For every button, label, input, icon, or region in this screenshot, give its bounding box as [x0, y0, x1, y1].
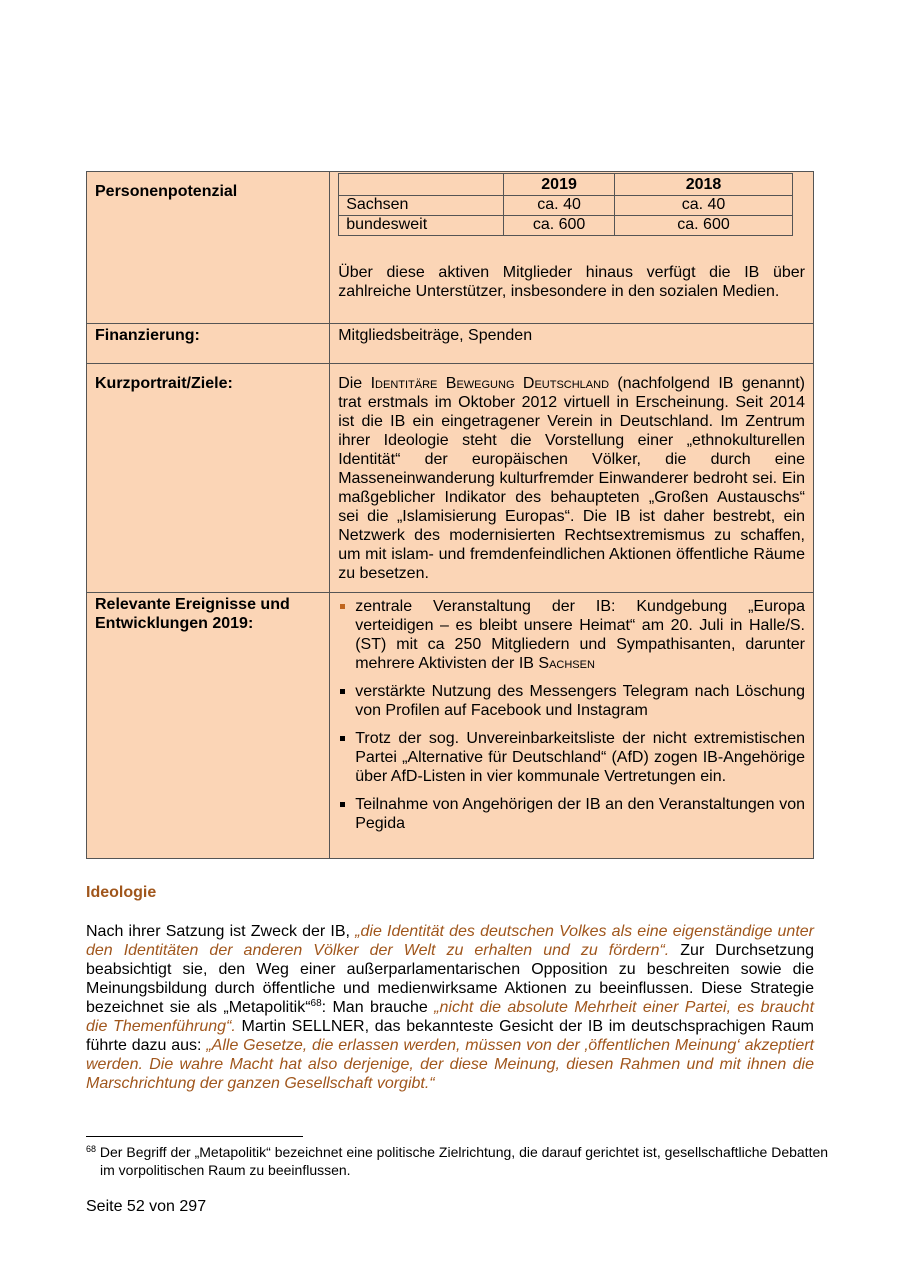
header-2019: 2019: [504, 174, 614, 196]
event-text: zentrale Veranstaltung der IB: Kundgebung „Europa verteidigen – es bleibt unsere Heimat“ am 20. Juli in Halle/S. (ST) mit ca 250 Mitgliedern und Sympathisanten, darunter mehrere Aktivisten der IB: [355, 598, 805, 672]
value-2019-cell: ca. 40: [504, 196, 614, 216]
footnote-text: Der Begriff der „Metapolitik“ bezeichnet eine politische Zielrichtung, die darauf gerichtet ist, gesellschaftliche Debatten im vorpolitischen Raum zu beeinflussen.: [99, 1144, 829, 1178]
header-2018: 2018: [614, 174, 792, 196]
label-finanzierung: Finanzierung:: [87, 324, 330, 364]
supporters-note: Über diese aktiven Mitglieder hinaus verfügt die IB über zahlreiche Unterstützer, insbesondere in den sozialen Medien.: [338, 264, 805, 300]
value-2019-cell: ca. 600: [504, 216, 614, 236]
quote-themenfuehrung: „nicht die absolute Mehrheit einer Partei, es braucht die Themenführung“.: [86, 999, 815, 1035]
member-count-table: [338, 173, 793, 236]
label-ereignisse: Relevante Ereignisse und Entwicklungen 2019:: [87, 593, 330, 859]
row-finanzierung: [87, 324, 814, 364]
region-cell: Sachsen: [339, 196, 504, 216]
bullet-icon: [340, 604, 345, 609]
value-personenpotenzial: [330, 172, 814, 324]
value-ereignisse: [330, 593, 814, 859]
list-item: [338, 795, 805, 833]
profile-table: [86, 171, 814, 859]
label-kurzportrait: Kurzportrait/Ziele:: [87, 364, 330, 593]
org-name: Identitäre Bewegung Deutschland: [370, 375, 610, 392]
member-table-header: [339, 174, 793, 196]
list-item: [338, 682, 805, 720]
kurzportrait-text: (nachfolgend IB genannt) trat erstmals im Oktober 2012 virtuell in Erscheinung. Seit 2014 ist die IB ein eingetragener Verein in Deutschland. Im Zentrum ihrer Ideologie steht die Vorstellung einer „ethnokulturellen Identität“ der europäischen Völker, die durch eine Masseneinwanderung kulturfremder Einwanderer bedroht sei. Ein maßgeblicher Indikator des behaupteten „Großen Austauschs“ sei die „Islamisierung Europas“. Die IB ist daher bestrebt, ein Netzwerk des modernisierten Rechtsextremismus zu schaffen, um mit islam- und fremdenfeindlichen Aktionen öffentliche Räume zu besetzen.: [338, 375, 805, 582]
text-run: Nach ihrer Satzung ist Zweck der IB,: [86, 923, 350, 940]
page-number: Seite 52 von 297: [86, 1198, 207, 1215]
value-2018-cell: ca. 40: [614, 196, 792, 216]
footnote-divider: [86, 1136, 303, 1137]
row-kurzportrait: [87, 364, 814, 593]
list-item: [338, 597, 805, 673]
text-run: : Man brauche: [321, 999, 428, 1016]
region-cell: bundesweit: [339, 216, 504, 236]
bullet-icon: [340, 802, 345, 807]
text-run: Martin SELLNER, das bekannteste Gesicht der IB im deutschsprachigen Raum führte dazu aus:: [86, 1018, 815, 1054]
footnote-number: 68: [86, 1144, 97, 1154]
bullet-icon: [340, 736, 345, 741]
event-text: Teilnahme von Angehörigen der IB an den Veranstaltungen von Pegida: [355, 796, 805, 832]
event-org: Sachsen: [538, 655, 595, 672]
text-run: Zur Durchsetzung beabsichtigt sie, den Weg einer außerparlamentarischen Opposition zu beschreiten sowie die Meinungsbildung durch öffentliche und medienwirksame Aktionen zu beeinflussen. Diese Strategie bezeichnet sie als „Metapolitik“: [86, 942, 815, 1016]
footnote: [86, 1143, 830, 1179]
table-row: [339, 216, 793, 236]
bullet-icon: [340, 689, 345, 694]
events-list: [338, 597, 805, 833]
kurzportrait-intro: Die: [338, 375, 363, 392]
value-finanzierung: Mitgliedsbeiträge, Spenden: [330, 324, 814, 364]
table-row: [339, 196, 793, 216]
event-text: Trotz der sog. Unvereinbarkeitsliste der nicht extremistischen Partei „Alternative für Deutschland“ (AfD) zogen IB-Angehörige über AfD-Listen in vier kommunale Vertretungen ein.: [355, 730, 805, 785]
quote-sellner: „Alle Gesetze, die erlassen werden, müssen von der ‚öffentlichen Meinung‘ akzeptiert werden. Die wahre Macht hat also derjenige, der diese Meinung, diesen Rahmen und mit ihnen die Marschrichtung der ganzen Gesellschaft vorgibt.“: [86, 1037, 814, 1092]
section-heading: Ideologie: [86, 884, 157, 901]
row-personenpotenzial: [87, 172, 814, 324]
footnote-ref[interactable]: 68: [310, 998, 322, 1009]
quote-satzung: „die Identität des deutschen Volkes als eine eigenständige unter den Identitäten der anderen Völker der Welt zu erhalten und zu fördern“.: [86, 923, 815, 959]
list-item: [338, 729, 805, 786]
label-personenpotenzial: Personenpotenzial: [87, 172, 330, 324]
row-ereignisse: [87, 593, 814, 859]
value-2018-cell: ca. 600: [614, 216, 792, 236]
ideologie-paragraph: [86, 922, 814, 1093]
event-text: verstärkte Nutzung des Messengers Telegram nach Löschung von Profilen auf Facebook und Instagram: [355, 683, 805, 719]
header-region: [339, 174, 504, 196]
value-kurzportrait: [330, 364, 814, 593]
